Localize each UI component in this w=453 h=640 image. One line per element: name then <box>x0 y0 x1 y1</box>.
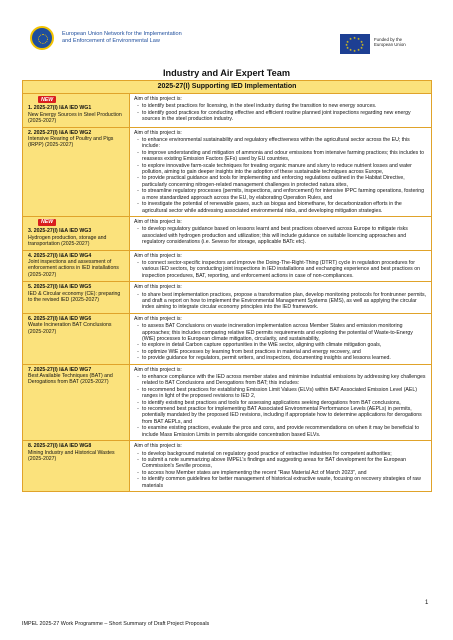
document-title: Industry and Air Expert Team <box>162 68 291 78</box>
aim-bullet-text: to streamline regulatory processes (permits, inspections, and enforcement) for intensive IPPC farming operations, fostering a more standardized approach across the EU, by elaborating Operation Rules, and <box>142 188 424 201</box>
project-code: 7. 2025-27(I) I&A IED WG7 <box>28 366 92 373</box>
project-code: 5. 2025-27(I) I&A IED WG5 <box>28 284 92 291</box>
table-row <box>23 217 431 251</box>
project-title-cell <box>23 282 130 313</box>
bullet-dash-icon: - <box>137 476 139 483</box>
project-name: Hydrogen production, storage and transportation (2025-2027) <box>28 234 107 248</box>
aim-intro: Aim of this project is: <box>134 218 182 225</box>
bullet-dash-icon: - <box>137 399 139 406</box>
aim-bullet <box>134 150 427 163</box>
page-header <box>22 20 432 64</box>
aim-bullet-text: to provide practical guidance and tools for implementing and enforcing regulations outlined in the Habitat Directive, particularly concerning nitrogen-related management challenges in protected natura sites, <box>142 175 405 188</box>
project-aims-cell <box>130 441 431 491</box>
project-title-cell <box>23 217 130 250</box>
project-code: 1. 2025-27(I) I&A IED WG1 <box>28 105 92 112</box>
project-title-cell <box>23 251 130 282</box>
new-badge: NEW <box>38 96 56 103</box>
aim-bullet <box>134 260 427 279</box>
project-code: 6. 2025-27(I) I&A IED WG6 <box>28 315 92 322</box>
projects-table <box>22 80 432 492</box>
project-aims-cell <box>130 314 431 364</box>
bullet-dash-icon: - <box>137 149 139 156</box>
aim-bullet <box>134 292 427 311</box>
project-code: 3. 2025-27(I) I&A IED WG3 <box>28 228 92 235</box>
bullet-dash-icon: - <box>137 162 139 169</box>
table-heading: 2025-27(I) Supporting IED Implementation <box>23 81 431 94</box>
table-row <box>23 441 431 491</box>
bullet-dash-icon: - <box>137 323 139 330</box>
aim-bullet-text: to connect sector-specific inspectors and improve the Doing-The-Right-Thing (DTRT) cycle in regulation procedures for various IED sectors, by conducting joint inspections in IED installations and exchanging experience and best practices on inspection procedures, BAT, reporting, and enforcement actions in case of non-compliances. <box>142 259 420 279</box>
project-aims-cell <box>130 282 431 313</box>
aim-bullet <box>134 110 427 123</box>
project-code: 4. 2025-27(I) I&A IED WG4 <box>28 252 92 259</box>
aim-bullet <box>134 374 427 387</box>
bullet-dash-icon: - <box>137 348 139 355</box>
bullet-dash-icon: - <box>137 342 139 349</box>
project-name: Best Available Techniques (BAT) and Derogations from BAT (2025-2027) <box>28 373 113 386</box>
aim-intro: Aim of this project is: <box>134 129 182 136</box>
aim-intro: Aim of this project is: <box>134 284 182 291</box>
aim-intro: Aim of this project is: <box>134 366 182 373</box>
bullet-dash-icon: - <box>137 109 139 116</box>
project-aims-cell <box>130 94 431 127</box>
aim-bullet-text: to recommend best practice for implementing BAT Associated Environmental Performance Levels (AEPLs) in permits, potentially mandated by the proposed IED revisions, including if appropriate how to determine applications for derogations from BAT AEPLs, and <box>142 406 422 425</box>
project-title-cell <box>23 314 130 364</box>
project-name: Joint inspections and assessment of enforcement actions in IED installations (2025-2027) <box>28 258 119 278</box>
project-aims-cell <box>130 365 431 440</box>
project-name: Mining Industry and Historical Wastes (2025-2027) <box>28 449 115 462</box>
project-title-cell <box>23 128 130 216</box>
aim-intro: Aim of this project is: <box>134 443 182 450</box>
aim-bullet-text: to develop background material on regulatory good practice of extractive industries for competent authorities; <box>142 450 392 457</box>
bullet-dash-icon: - <box>137 386 139 393</box>
aim-bullet-text: to identify common guidelines for better management of historical extractive waste, focusing on recovery strategies of raw materials <box>142 476 421 489</box>
table-row <box>23 365 431 441</box>
aim-bullet-text: to improve understanding and mitigation of ammonia and odour emissions from intensive farming practices; this includes to reassess existing Emission Factors (EFs) used by EU countries, <box>142 149 424 163</box>
funded-line1: Funded by the <box>374 37 403 42</box>
aim-bullet-text: to enhance environmental sustainability and regulatory effectiveness within the agricultural sector across the EU; this include: <box>142 137 410 150</box>
aim-intro: Aim of this project is: <box>134 315 182 322</box>
aim-bullet-text: to identify best practices for licensing, in the steel industry during the transition to new energy sources. <box>142 103 377 110</box>
aim-intro: Aim of this project is: <box>134 252 182 259</box>
page-number: 1 <box>425 600 429 606</box>
page-footer: IMPEL 2025-27 Work Programme – Short Summary of Draft Project Proposals <box>22 621 210 627</box>
aim-bullet <box>134 175 427 188</box>
table-row <box>23 251 431 283</box>
bullet-dash-icon: - <box>137 137 139 144</box>
aim-intro: Aim of this project is: <box>134 96 182 102</box>
aim-bullet <box>134 355 427 361</box>
bullet-dash-icon: - <box>137 291 139 298</box>
aim-bullet <box>134 406 427 425</box>
bullet-dash-icon: - <box>137 425 139 432</box>
bullet-dash-icon: - <box>137 406 139 413</box>
project-code: 2. 2025-27(I) I&A IED WG2 <box>28 129 92 136</box>
new-badge: NEW <box>38 219 56 226</box>
bullet-dash-icon: - <box>137 188 139 195</box>
aim-bullet-text: to examine existing practices, evaluate the pros and cons, and provide recommendations on when it may be beneficial to include Mass Emission Limits in permits alongside concentration based ELVs. <box>142 425 420 438</box>
bullet-dash-icon: - <box>137 175 139 182</box>
aim-bullet <box>134 163 427 176</box>
org-name-line2: and Enforcement of Environmental Law <box>62 37 160 44</box>
aim-bullet-text: to explore in detail Carbon capture opportunities in the WtE sector, aligning with climate mitigation goals, <box>142 342 382 349</box>
aim-bullet-text: to develop regulatory guidance based on lessons learnt and best practices observed across Europe to mitigate risks associated with hydrogen production and utilization; this will include guidance on suitable licencing approaches and regulatory considerations (i.e. Seveso for storage, applicable BATc etc). <box>142 226 408 246</box>
bullet-dash-icon: - <box>137 374 139 381</box>
organization-name <box>62 31 212 45</box>
table-row <box>23 128 431 217</box>
project-aims-cell <box>130 251 431 282</box>
project-title-cell <box>23 94 130 127</box>
bullet-dash-icon: - <box>137 103 139 110</box>
org-name-line1: European Union Network for the Implementation <box>62 31 182 37</box>
aim-bullet-text: to identify good practices for conducting effective and efficient routine planned joint inspections regarding new energy sources in the steel production industry. <box>142 109 411 123</box>
funded-line2: European Union <box>374 42 406 48</box>
aim-bullet-text: to recommend best practices for establishing Emission Limit Values (ELVs) within BAT Associated Emission Level (AEL) ranges in light of the proposed revisions to IED 2, <box>142 386 417 400</box>
bullet-dash-icon: - <box>137 355 139 362</box>
project-aims-cell <box>130 217 431 250</box>
bullet-dash-icon: - <box>137 226 139 233</box>
aim-bullet <box>134 201 427 214</box>
project-name: Intensive Rearing of Poultry and Pigs (IRPP) (2025-2027) <box>28 136 114 149</box>
aim-bullet-text: to access how Member states are implementing the recent "Raw Material Act of March 2023", and <box>142 469 367 476</box>
aim-bullet-text: to assess BAT Conclusions on waste incineration implementation across Member States and emission monitoring approaches; this includes comparing relative IED permits requirements and exploring the potential of Waste-to-Energy (WtE) processes to European climate mitigation, circularity, and sustainability, <box>142 323 413 342</box>
bullet-dash-icon: - <box>137 259 139 266</box>
table-row <box>23 314 431 365</box>
project-code: 8. 2025-27(I) I&A IED WG8 <box>28 443 92 450</box>
bullet-dash-icon: - <box>137 450 139 457</box>
aim-bullet <box>134 226 427 245</box>
bullet-dash-icon: - <box>137 469 139 476</box>
aim-bullet <box>134 387 427 400</box>
aim-bullet-text: to identify existing best practices and tools for assessing applications seeking derogations from BAT conclusions, <box>142 399 401 406</box>
aim-bullet-text: to investigate the potential of renewable gases, such as biogas and biomethane, for decarbonization efforts in the agricultural sector while addressing associated environmental risks, and developing mitigation strategies. <box>142 201 402 214</box>
project-name: IED & Circular economy (CE): preparing to the revised IED (2025-2027) <box>28 290 121 303</box>
table-row <box>23 94 431 128</box>
impel-logo <box>30 26 54 50</box>
aim-bullet <box>134 476 427 489</box>
aim-bullet <box>134 137 427 150</box>
bullet-dash-icon: - <box>137 456 139 463</box>
aim-bullet-text: to submit a note summarizing above IMPEL's findings and suggesting areas for BAT development for the European Commission's Seville process, <box>142 456 407 470</box>
aim-bullet-text: to enhance compliance with the IED across member states and minimise industrial emissions by addressing key challenges related to BAT Conclusions and Derogations from BAT; this includes: <box>142 374 426 387</box>
aim-bullet <box>134 457 427 470</box>
project-title-cell <box>23 441 130 491</box>
aim-bullet-text: to optimize WtE processes by learning from best practices in material and energy recovery, and <box>142 348 361 355</box>
aim-bullet-text: to explore innovative farm-scale techniques for treating organic manure and slurry to reduce nutrient losses and water pollution, aiming to gain deeper insights into the adoption of these sustainable techniques across Europe, <box>142 162 412 176</box>
eu-flag-icon: ★ ★ ★ ★ ★ ★ ★ ★ ★ ★ ★ ★ <box>340 34 370 54</box>
project-name: Waste Incineration BAT Conclusions (2025-2027) <box>28 322 112 335</box>
project-title-cell <box>23 365 130 440</box>
table-row <box>23 282 431 314</box>
aim-bullet <box>134 323 427 342</box>
aim-bullet-text: to share best implementation practices, propose a transformation plan, develop monitoring protocols for frontrunner permits, and draft a report on how to implement the Environmental Management Systems (EMS), as well as applying the circular index aiming to integrate circular economy principles into the IED framework. <box>142 291 427 311</box>
project-name: New Energy Sources in Steel Production (2025-2027) <box>28 111 122 125</box>
aim-bullet <box>134 425 427 438</box>
aim-bullet <box>134 188 427 201</box>
funding-statement <box>374 37 434 48</box>
project-aims-cell <box>130 128 431 216</box>
bullet-dash-icon: - <box>137 201 139 208</box>
aim-bullet-text: to provide guidance for regulators, permit writers, and inspectors, documenting insights and lessons learned. <box>142 355 391 362</box>
